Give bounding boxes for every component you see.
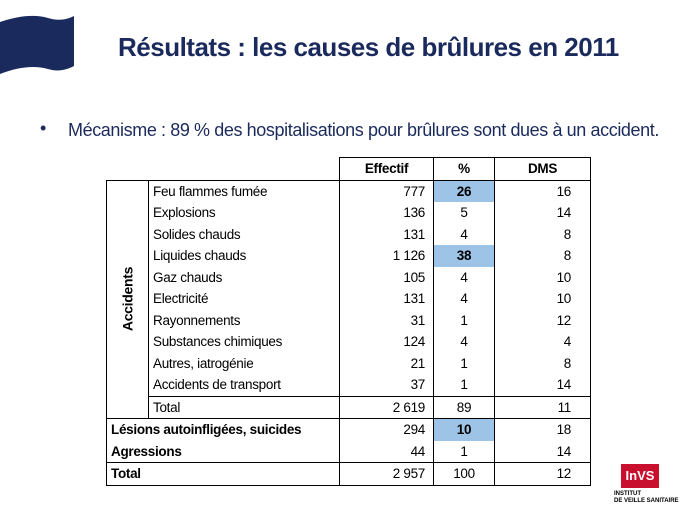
row-dms: 12 [495,310,591,332]
row-pct: 4 [434,331,495,353]
row-effectif: 37 [340,374,434,396]
row-dms: 14 [495,441,591,463]
table-row [107,245,591,267]
subtotal-dms: 11 [495,396,591,419]
total-row [107,463,591,486]
row-dms: 10 [495,288,591,310]
table-row [107,353,591,375]
invs-logo [614,464,678,510]
row-pct: 5 [434,202,495,224]
table-row [107,374,591,396]
bullet-text: Mécanisme : 89 % des hospitalisations pour brûlures sont dues à un accident. [68,120,659,140]
row-effectif: 777 [340,180,434,202]
row-pct: 1 [434,441,495,463]
row-label: Rayonnements [149,310,340,332]
flag-logo [0,14,80,80]
row-effectif: 1 126 [340,245,434,267]
row-pct: 4 [434,288,495,310]
header-effectif: Effectif [340,158,434,181]
row-label: Autres, iatrogénie [149,353,340,375]
total-effectif: 2 957 [340,463,434,486]
subtotal-pct: 89 [434,396,495,419]
group-label: Accidents [118,267,135,332]
total-label: Total [107,463,340,486]
row-effectif: 124 [340,331,434,353]
bullet-marker: • [40,118,47,138]
invs-logo-line1: INSTITUT [614,491,641,497]
table-row [107,202,591,224]
table-row [107,310,591,332]
table-row [107,224,591,246]
table-row [107,267,591,289]
row-label: Explosions [149,202,340,224]
row-effectif: 136 [340,202,434,224]
subtotal-effectif: 2 619 [340,396,434,419]
row-label: Accidents de transport [149,374,340,396]
table-row [107,331,591,353]
row-pct: 38 [434,245,495,267]
table-row [107,441,591,463]
row-label: Liquides chauds [149,245,340,267]
row-pct: 4 [434,267,495,289]
row-label: Agressions [107,441,340,463]
row-effectif: 294 [340,419,434,441]
row-effectif: 131 [340,288,434,310]
row-dms: 4 [495,331,591,353]
row-pct: 26 [434,180,495,202]
table-header-row [107,158,591,181]
row-dms: 14 [495,374,591,396]
results-table [106,157,591,486]
row-label: Lésions autoinfligées, suicides [107,419,340,441]
row-label: Solides chauds [149,224,340,246]
row-pct: 1 [434,374,495,396]
row-pct: 4 [434,224,495,246]
invs-logo-line2: DE VEILLE SANITAIRE [614,498,679,504]
group-label-cell [107,180,149,419]
subtotal-row [107,396,591,419]
subtotal-label: Total [149,396,340,419]
header-pct: % [434,158,495,181]
row-label: Electricité [149,288,340,310]
row-label: Feu flammes fumée [149,180,340,202]
slide-title: Résultats : les causes de brûlures en 2011 [118,32,619,62]
total-dms: 12 [495,463,591,486]
invs-logo-mark: InVS [621,464,659,488]
row-dms: 14 [495,202,591,224]
row-pct: 1 [434,353,495,375]
row-effectif: 21 [340,353,434,375]
row-dms: 18 [495,419,591,441]
total-pct: 100 [434,463,495,486]
row-effectif: 105 [340,267,434,289]
table-row [107,419,591,441]
header-dms: DMS [495,158,591,181]
row-effectif: 131 [340,224,434,246]
row-effectif: 44 [340,441,434,463]
row-effectif: 31 [340,310,434,332]
table-row [107,180,591,202]
row-dms: 8 [495,245,591,267]
row-pct: 10 [434,419,495,441]
row-label: Gaz chauds [149,267,340,289]
row-pct: 1 [434,310,495,332]
row-dms: 10 [495,267,591,289]
row-dms: 16 [495,180,591,202]
row-dms: 8 [495,353,591,375]
row-dms: 8 [495,224,591,246]
row-label: Substances chimiques [149,331,340,353]
table-row [107,288,591,310]
